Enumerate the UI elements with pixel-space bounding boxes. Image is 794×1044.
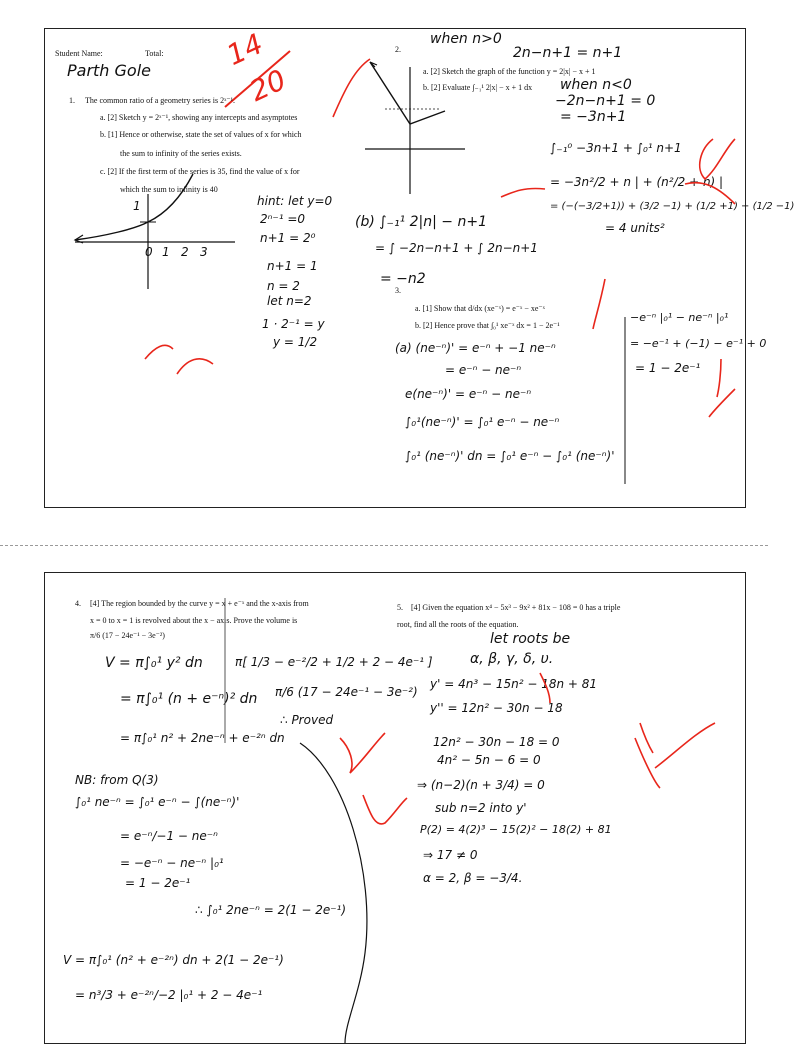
- q1-work-7: 1 · 2⁻¹ = y: [262, 317, 325, 331]
- q1-work-3: n+1 = 2⁰: [260, 231, 316, 245]
- q2-work-1: when n>0: [430, 31, 502, 47]
- q4-mid-1: π[ 1/3 − e⁻²/2 + 1/2 + 2 − 4e⁻¹ ]: [235, 655, 433, 669]
- total-label: Total:: [145, 49, 164, 58]
- q1-work-1: hint: let y=0: [257, 194, 333, 208]
- q2b-work-1: (b) ∫₋₁¹ 2|n| − n+1: [355, 214, 487, 230]
- q3-work-1: (a) (ne⁻ⁿ)' = e⁻ⁿ + −1 ne⁻ⁿ: [395, 341, 556, 355]
- q1-number: 1.: [69, 96, 75, 105]
- q1b-cont: the sum to infinity of the series exists.: [120, 149, 242, 158]
- q3-work-2: = e⁻ⁿ − ne⁻ⁿ: [445, 363, 522, 377]
- q4-work-6: = e⁻ⁿ/−1 − ne⁻ⁿ: [120, 829, 218, 843]
- q4-work-1: V = π∫₀¹ y² dn: [105, 655, 203, 671]
- worksheet-page-1: [44, 27, 794, 508]
- q5-work-1: let roots be: [490, 631, 571, 647]
- q1-stem: The common ratio of a geometry series is 2ˣ⁻¹.: [85, 96, 236, 105]
- q4-work-4: NB: from Q(3): [75, 773, 159, 787]
- q5-work-2: α, β, γ, δ, υ.: [470, 651, 554, 667]
- q1-graph-y-intercept: 1: [133, 199, 141, 213]
- worksheet-page-2: [44, 572, 746, 1044]
- q4-text-3: π/6 (17 − 24e⁻¹ − 3e⁻²): [90, 631, 165, 640]
- q2b: b. [2] Evaluate ∫₋₁¹ 2|x| − x + 1 dx: [423, 83, 533, 92]
- q2-work-8: = (−(−3/2+1)) + (3/2 −1) + (1/2 +1) − (1/2 −1): [550, 201, 794, 212]
- q1-work-6: let n=2: [267, 294, 312, 308]
- q4-text-2: x = 0 to x = 1 is revolved about the x − axis. Prove the volume is: [90, 616, 298, 625]
- score-denominator: 20: [244, 63, 291, 108]
- q1-graph-tick-3: 3: [200, 245, 208, 259]
- q1b: b. [1] Hence or otherwise, state the set of values of x for which: [100, 130, 302, 139]
- q2-number: 2.: [395, 45, 401, 54]
- q3-side-2: = −e⁻¹ + (−1) − e⁻¹ + 0: [630, 337, 767, 350]
- q5-number: 5.: [397, 603, 403, 612]
- q2a: a. [2] Sketch the graph of the function y = 2|x| − x + 1: [423, 67, 596, 76]
- q3-work-5: ∫₀¹ (ne⁻ⁿ)' dn = ∫₀¹ e⁻ⁿ − ∫₀¹ (ne⁻ⁿ)': [405, 449, 615, 463]
- q4-number: 4.: [75, 599, 81, 608]
- q1-work-5: n = 2: [267, 279, 300, 293]
- q1a: a. [2] Sketch y = 2ˣ⁻¹, showing any intercepts and asymptotes: [100, 113, 298, 122]
- q2-work-7: = −3n²/2 + n | + (n²/2 + n) |: [550, 175, 724, 189]
- q1-graph-origin: 0: [145, 245, 153, 259]
- q4-work-3: = π∫₀¹ n² + 2ne⁻ⁿ + e⁻²ⁿ dn: [120, 731, 285, 745]
- q5-work-10: ⇒ 17 ≠ 0: [423, 848, 478, 862]
- q4-work-9: ∴ ∫₀¹ 2ne⁻ⁿ = 2(1 − 2e⁻¹): [195, 903, 347, 917]
- student-name-label: Student Name:: [55, 49, 103, 58]
- q4-work-2: = π∫₀¹ (n + e⁻ⁿ)² dn: [120, 691, 258, 707]
- q2-work-2: 2n−n+1 = n+1: [513, 45, 623, 61]
- q5-work-6: 4n² − 5n − 6 = 0: [437, 753, 541, 767]
- q4-work-11: = n³/3 + e⁻²ⁿ/−2 |₀¹ + 2 − 4e⁻¹: [75, 988, 263, 1002]
- q1c-cont: which the sum to infinity is 40: [120, 185, 218, 194]
- q2b-work-3: = −n2: [380, 271, 426, 287]
- q5-text-1: [4] Given the equation x⁴ − 5x³ − 9x² + 81x − 108 = 0 has a triple: [411, 603, 621, 612]
- q1c: c. [2] If the first term of the series is 35, find the value of x for: [100, 167, 300, 176]
- q4-text-1: [4] The region bounded by the curve y = x + e⁻ˣ and the x-axis from: [90, 599, 309, 608]
- q4-work-5: ∫₀¹ ne⁻ⁿ = ∫₀¹ e⁻ⁿ − ∫(ne⁻ⁿ)': [75, 795, 240, 809]
- q4-work-8: = 1 − 2e⁻¹: [125, 876, 191, 890]
- q2-work-6: ∫₋₁⁰ −3n+1 + ∫₀¹ n+1: [550, 141, 682, 155]
- q2-work-3: when n<0: [560, 77, 632, 93]
- q3-number: 3.: [395, 286, 401, 295]
- score-numerator: 14: [221, 27, 268, 72]
- q2-work-9: = 4 units²: [605, 221, 665, 235]
- marking-ticks-page-1: [45, 29, 745, 507]
- marking-ticks-page-2: [45, 573, 745, 1043]
- q5-work-11: α = 2, β = −3/4.: [423, 871, 523, 885]
- q4-mid-2: π/6 (17 − 24e⁻¹ − 3e⁻²): [275, 685, 418, 699]
- q3-side-1: −e⁻ⁿ |₀¹ − ne⁻ⁿ |₀¹: [630, 311, 729, 324]
- q4-work-7: = −e⁻ⁿ − ne⁻ⁿ |₀¹: [120, 856, 224, 870]
- page-separator: [0, 545, 768, 546]
- student-name: Parth Gole: [67, 61, 152, 80]
- q3-work-3: e(ne⁻ⁿ)' = e⁻ⁿ − ne⁻ⁿ: [405, 387, 532, 401]
- q5-work-7: ⇒ (n−2)(n + 3/4) = 0: [417, 778, 545, 792]
- q2b-work-2: = ∫ −2n−n+1 + ∫ 2n−n+1: [375, 241, 538, 255]
- q5-work-5: 12n² − 30n − 18 = 0: [433, 735, 560, 749]
- q5-work-9: P(2) = 4(2)³ − 15(2)² − 18(2) + 81: [420, 823, 612, 836]
- q2-work-4: −2n−n+1 = 0: [555, 93, 656, 109]
- q1-work-8: y = 1/2: [273, 335, 318, 349]
- q4-mid-3: ∴ Proved: [280, 713, 334, 727]
- q1-graph-tick-1: 1: [162, 245, 170, 259]
- q3-side-3: = 1 − 2e⁻¹: [635, 361, 701, 375]
- q1-work-2: 2ⁿ⁻¹ =0: [260, 212, 306, 226]
- q5-work-4: y'' = 12n² − 30n − 18: [430, 701, 563, 715]
- q1-graph-tick-2: 2: [181, 245, 189, 259]
- q5-work-8: sub n=2 into y': [435, 801, 527, 815]
- q2-work-5: = −3n+1: [560, 109, 627, 125]
- q1-work-4: n+1 = 1: [267, 259, 318, 273]
- q3-work-4: ∫₀¹(ne⁻ⁿ)' = ∫₀¹ e⁻ⁿ − ne⁻ⁿ: [405, 415, 560, 429]
- q5-work-3: y' = 4n³ − 15n² − 18n + 81: [430, 677, 598, 691]
- q3a: a. [1] Show that d/dx (xe⁻ˣ) = e⁻ˣ − xe⁻ˣ: [415, 304, 545, 313]
- q5-text-2: root, find all the roots of the equation.: [397, 620, 519, 629]
- q3b: b. [2] Hence prove that ∫₀¹ xe⁻ˣ dx = 1 − 2e⁻¹: [415, 321, 560, 330]
- q4-work-10: V = π∫₀¹ (n² + e⁻²ⁿ) dn + 2(1 − 2e⁻¹): [63, 953, 284, 967]
